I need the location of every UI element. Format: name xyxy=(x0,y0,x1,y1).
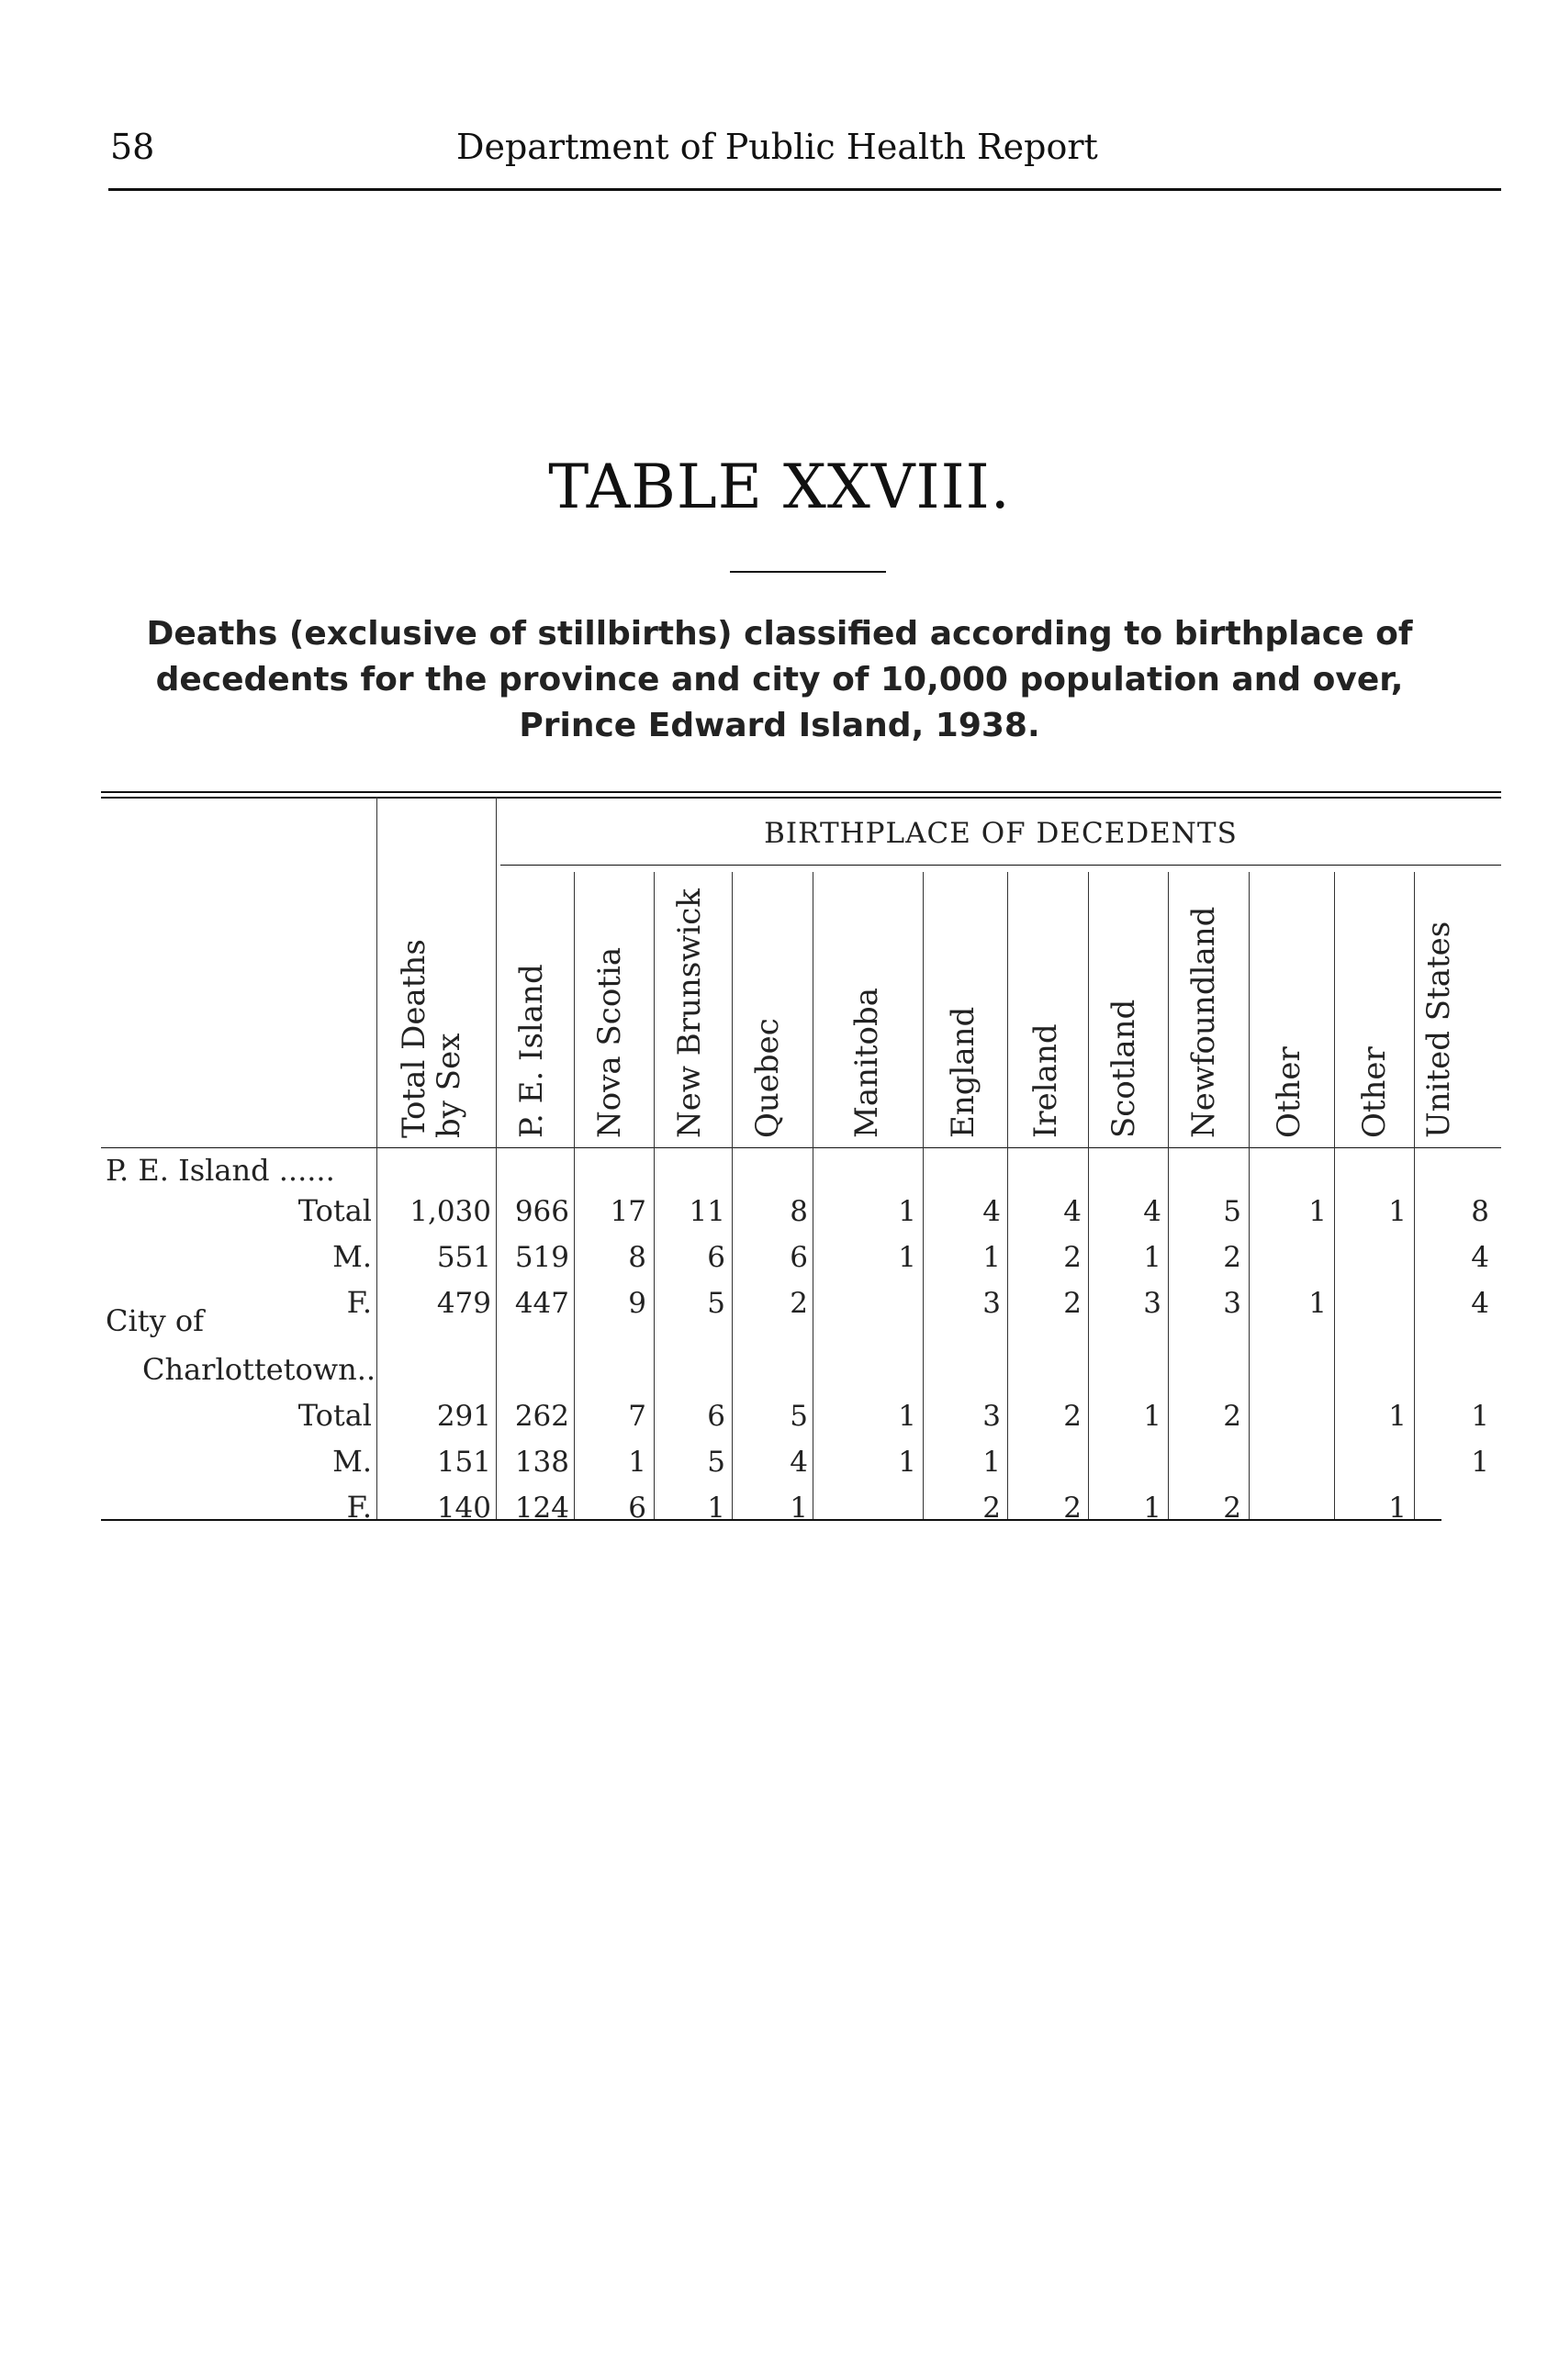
column-rule xyxy=(654,872,655,1519)
table-cell: 3 xyxy=(1143,1287,1161,1320)
column-rule xyxy=(1088,872,1089,1519)
table-cell: 2 xyxy=(1063,1241,1082,1274)
table-cell: 3 xyxy=(1223,1287,1241,1320)
column-rule xyxy=(574,872,575,1519)
column-rule xyxy=(923,872,924,1519)
table-cell: 1 xyxy=(1143,1241,1161,1274)
table-cell: 4 xyxy=(1143,1195,1161,1228)
section-label-pe-island: P. E. Island ...... xyxy=(106,1153,335,1188)
column-header-line: Total Deaths xyxy=(396,939,432,1138)
total-deaths-cell: 1,030 xyxy=(409,1195,491,1228)
column-rule xyxy=(1007,872,1008,1519)
row-label: F. xyxy=(346,1285,372,1320)
column-rule xyxy=(1334,872,1335,1519)
column-rule xyxy=(1249,872,1250,1519)
table-cell: 2 xyxy=(790,1287,808,1320)
column-rule xyxy=(1414,872,1415,1519)
table-cell: 9 xyxy=(628,1287,646,1320)
table-cell: 6 xyxy=(790,1241,808,1274)
table-cell: 2 xyxy=(1223,1400,1241,1433)
table-cell: 5 xyxy=(790,1400,808,1433)
caption-line: Deaths (exclusive of stillbirths) classified according to birthplace of xyxy=(146,615,1413,653)
table-cell: 1 xyxy=(898,1400,916,1433)
table-cell: 1 xyxy=(898,1446,916,1479)
table-cell: 4 xyxy=(790,1446,808,1479)
column-rule xyxy=(376,797,377,1519)
table-cell: 4 xyxy=(1063,1195,1082,1228)
page-number: 58 xyxy=(110,127,155,167)
column-rule xyxy=(496,797,497,1519)
total-deaths-cell: 151 xyxy=(436,1446,491,1479)
table-cell: 11 xyxy=(689,1195,725,1228)
table-cell: 2 xyxy=(1063,1492,1082,1525)
table-cell: 1 xyxy=(1388,1492,1407,1525)
section-label-city-of: City of xyxy=(106,1303,204,1338)
table-cell: 6 xyxy=(628,1492,646,1525)
total-deaths-cell: 479 xyxy=(436,1287,491,1320)
table-cell: 1 xyxy=(898,1241,916,1274)
table-cell: 7 xyxy=(628,1400,646,1433)
group-header-birthplace: BIRTHPLACE OF DECEDENTS xyxy=(764,817,1238,850)
table-cell: 1 xyxy=(790,1492,808,1525)
table-cell: 3 xyxy=(982,1287,1001,1320)
table-cell: 124 xyxy=(514,1492,569,1525)
table-cell: 2 xyxy=(1063,1400,1082,1433)
table-cell: 1 xyxy=(1143,1400,1161,1433)
table-cell: 1 xyxy=(1388,1400,1407,1433)
title-rule xyxy=(730,571,886,573)
table-cell: 4 xyxy=(1471,1241,1489,1274)
table-cell: 1 xyxy=(1471,1446,1489,1479)
table-cell: 138 xyxy=(514,1446,569,1479)
column-header-line: by Sex xyxy=(431,1033,467,1138)
table-cell: 8 xyxy=(628,1241,646,1274)
table-cell: 6 xyxy=(707,1241,725,1274)
table-cell: 8 xyxy=(1471,1195,1489,1228)
table-cell: 1 xyxy=(898,1195,916,1228)
table-cell: 5 xyxy=(707,1287,725,1320)
table-cell: 2 xyxy=(1063,1287,1082,1320)
table-cell: 1 xyxy=(1388,1195,1407,1228)
table-cell: 8 xyxy=(790,1195,808,1228)
table-cell: 1 xyxy=(707,1492,725,1525)
table-cell: 519 xyxy=(514,1241,569,1274)
total-deaths-cell: 551 xyxy=(436,1241,491,1274)
running-head: Department of Public Health Report xyxy=(456,127,1098,167)
row-label: F. xyxy=(346,1490,372,1525)
table-cell: 447 xyxy=(514,1287,569,1320)
table-cell: 3 xyxy=(982,1400,1001,1433)
table-cell: 2 xyxy=(1223,1492,1241,1525)
table-cell: 5 xyxy=(1223,1195,1241,1228)
table-cell: 1 xyxy=(1143,1492,1161,1525)
table-cell: 1 xyxy=(1471,1400,1489,1433)
table-cell: 1 xyxy=(1308,1195,1327,1228)
table-cell: 4 xyxy=(982,1195,1001,1228)
table-cell: 1 xyxy=(628,1446,646,1479)
table-caption xyxy=(129,611,1430,749)
table-cell: 2 xyxy=(1223,1241,1241,1274)
group-header-rule xyxy=(500,865,1501,866)
row-label: M. xyxy=(332,1444,372,1479)
row-label: Total xyxy=(297,1193,372,1228)
row-label: M. xyxy=(332,1239,372,1274)
row-label: Total xyxy=(297,1398,372,1433)
table-title: TABLE XXVIII. xyxy=(548,452,1011,522)
total-deaths-cell: 140 xyxy=(436,1492,491,1525)
table-cell: 6 xyxy=(707,1400,725,1433)
table-cell: 1 xyxy=(982,1446,1001,1479)
section-label-charlottetown: Charlottetown.. xyxy=(142,1352,376,1387)
table-cell: 1 xyxy=(982,1241,1001,1274)
header-bottom-rule xyxy=(101,1147,1501,1148)
table-top-rule-2 xyxy=(101,797,1501,799)
header-rule xyxy=(108,188,1501,191)
table-cell: 17 xyxy=(610,1195,646,1228)
table-cell: 1 xyxy=(1308,1287,1327,1320)
caption-line: decedents for the province and city of 10,000 population and over, xyxy=(155,661,1404,698)
column-rule xyxy=(732,872,733,1519)
caption-line: Prince Edward Island, 1938. xyxy=(519,707,1040,744)
table-cell: 262 xyxy=(514,1400,569,1433)
column-rule xyxy=(1168,872,1169,1519)
table-cell: 966 xyxy=(514,1195,569,1228)
table-cell: 5 xyxy=(707,1446,725,1479)
table-top-rule xyxy=(101,791,1501,793)
total-deaths-cell: 291 xyxy=(436,1400,491,1433)
table-cell: 4 xyxy=(1471,1287,1489,1320)
table-cell: 2 xyxy=(982,1492,1001,1525)
